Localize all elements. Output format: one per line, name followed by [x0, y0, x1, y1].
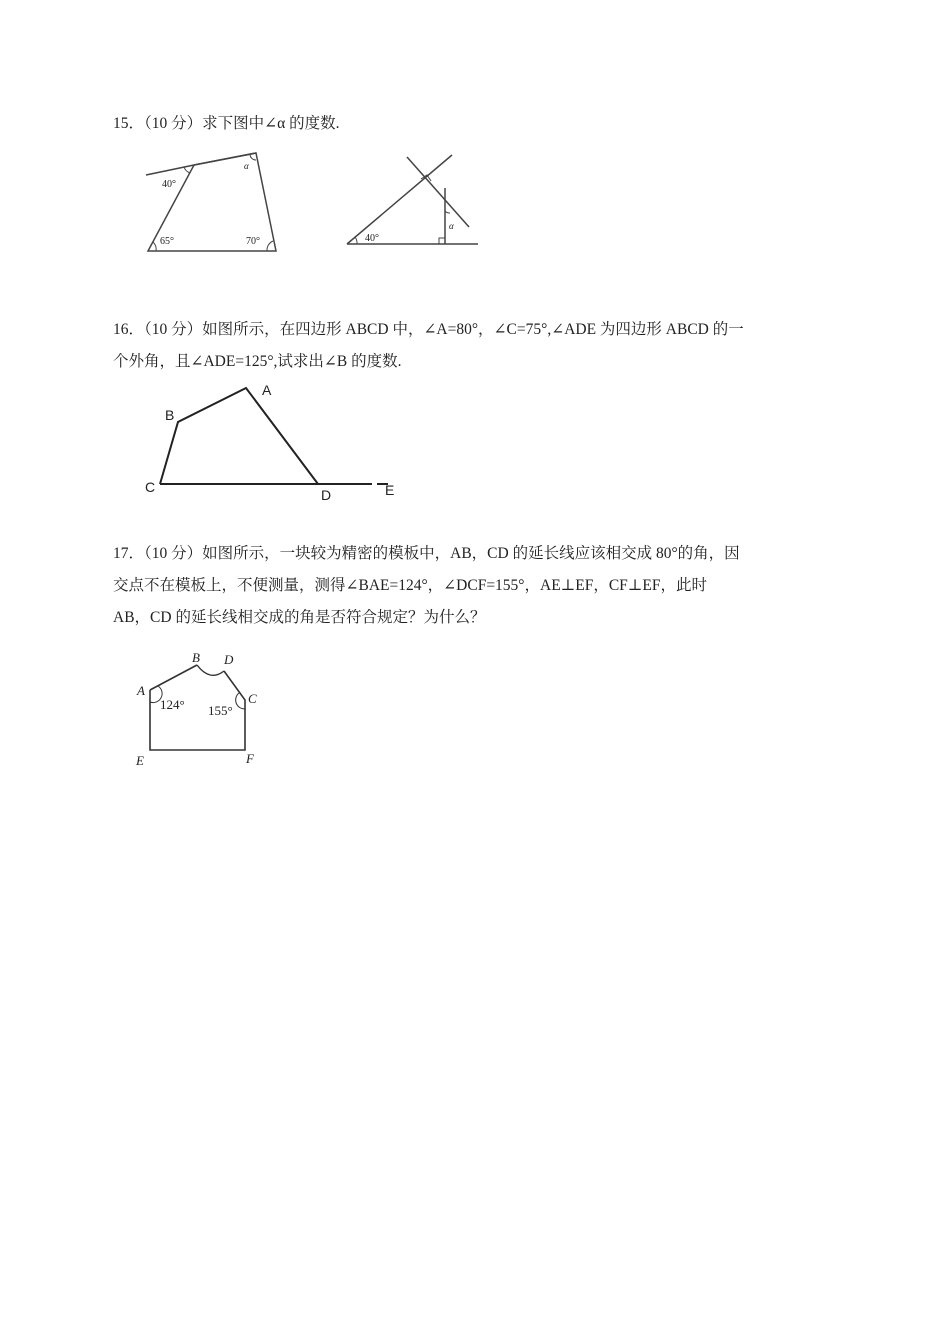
q15-fig2-alpha: α	[449, 221, 454, 231]
q15-fig1-angle-40: 40°	[162, 179, 176, 190]
q15-fig1-angle-70: 70°	[246, 236, 260, 247]
q15-fig1-alpha: α	[244, 161, 249, 171]
q16-label-D: D	[321, 487, 332, 503]
q16-label-C: C	[145, 479, 156, 495]
q15-fig1-angle-65: 65°	[160, 236, 174, 247]
q17-label-F: F	[246, 751, 254, 766]
question-17-line-2: 交点不在模板上，不便测量，测得∠BAE=124°，∠DCF=155°，AE⊥EF，CF⊥EF，此时	[113, 577, 707, 594]
q16-figure	[140, 378, 405, 503]
question-17-line-3: AB，CD 的延长线相交成的角是否符合规定？为什么？	[113, 609, 486, 626]
q17-figure	[130, 648, 270, 770]
question-16	[113, 314, 843, 378]
question-15-text: 15．（10 分）求下图中∠α 的度数.	[113, 115, 340, 132]
q15-figure-quadrilateral	[140, 145, 290, 260]
q16-label-E: E	[385, 482, 395, 498]
q16-label-A: A	[262, 382, 272, 398]
q16-label-B: B	[165, 407, 175, 423]
q15-fig2-angle-40: 40°	[365, 233, 379, 244]
question-16-line-1: 16．（10 分）如图所示，在四边形 ABCD 中，∠A=80°，∠C=75°,∠ADE 为四边形 ABCD 的一	[113, 321, 744, 338]
question-16-line-2: 个外角，且∠ADE=125°,试求出∠B 的度数.	[113, 353, 402, 370]
q17-label-B: B	[192, 650, 200, 665]
question-15	[113, 108, 843, 140]
question-17-line-1: 17．（10 分）如图所示，一块较为精密的模板中，AB，CD 的延长线应该相交成 80°的角，因	[113, 545, 740, 562]
question-17	[113, 538, 843, 634]
q17-angle-124: 124°	[160, 697, 185, 712]
q17-label-C: C	[248, 691, 257, 706]
q17-label-D: D	[224, 652, 234, 667]
q17-label-A: A	[137, 683, 145, 698]
q15-figure-triangle	[345, 153, 480, 248]
q17-label-E: E	[136, 753, 144, 768]
q17-angle-155: 155°	[208, 703, 233, 718]
